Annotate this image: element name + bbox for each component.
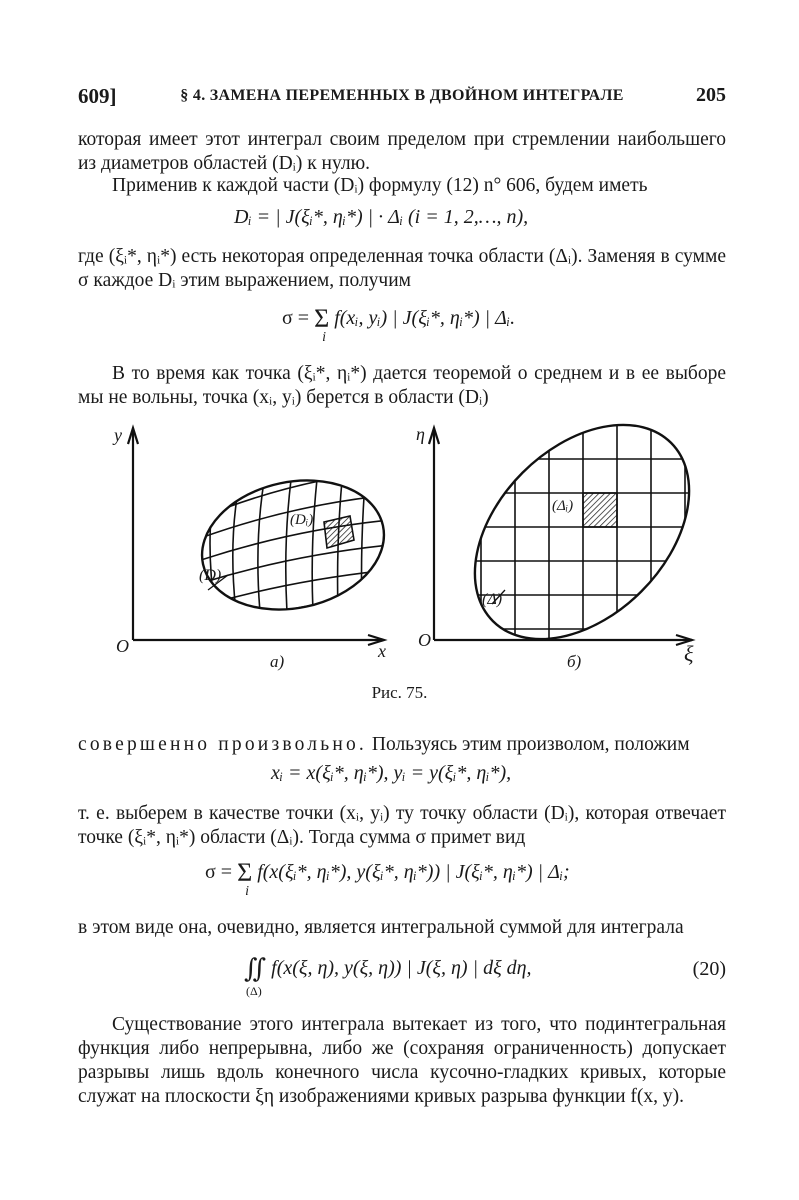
integral-domain: (Δ) — [246, 984, 262, 998]
subfigure-label-a: а) — [270, 652, 285, 671]
x-axis-label: x — [378, 641, 386, 661]
formula-5 — [244, 954, 532, 998]
double-integral-sign — [244, 954, 267, 998]
figure-caption: Рис. 75. — [371, 683, 428, 702]
region-D-outline — [190, 464, 396, 626]
integral-symbol: ∬ — [244, 954, 267, 983]
rectangular-grid — [440, 420, 700, 660]
sigma-symbol: Σ — [314, 304, 330, 333]
emphasized-text: совершенно произвольно. — [78, 734, 367, 755]
paragraph-4: В то время как точка (ξᵢ*, ηᵢ*) дается теоремой о среднем и в ее выборе мы не вольны, точка (xᵢ, yᵢ) берется в области (Dᵢ) — [78, 363, 726, 408]
running-title: § 4. ЗАМЕНА ПЕРЕМЕННЫХ В ДВОЙНОМ ИНТЕГРАЛЕ — [180, 87, 624, 104]
formula-4-lhs: σ = — [205, 861, 233, 883]
summation-sign-2 — [237, 858, 253, 899]
formula-1: Dᵢ = | J(ξᵢ*, ηᵢ*) | · Δᵢ (i = 1, 2,…, n), — [234, 206, 529, 228]
equation-number: (20) — [692, 958, 726, 980]
eta-axis-label: η — [416, 424, 425, 444]
paragraph-3: где (ξᵢ*, ηᵢ*) есть некоторая определенная точка области (Δᵢ). Заменяя в сумме σ каждое Dᵢ этим выражением, получим — [78, 246, 726, 291]
sigma-symbol-2: Σ — [237, 858, 253, 887]
subfigure-label-b: б) — [567, 652, 582, 671]
region-label-Delta: (Δ) — [482, 591, 503, 608]
origin-label-left: O — [116, 636, 129, 656]
paragraph-7: в этом виде она, очевидно, является интегральной суммой для интеграла — [78, 917, 684, 938]
region-Delta-outline — [434, 384, 731, 681]
page-number: 205 — [696, 84, 726, 106]
formula-2-rhs: f(xᵢ, yᵢ) | J(ξᵢ*, ηᵢ*) | Δᵢ. — [334, 307, 516, 329]
sum-index-2: i — [245, 884, 249, 899]
cell-label-Di: (Dᵢ) — [290, 512, 314, 528]
paragraph-6: т. е. выберем в качестве точки (xᵢ, yᵢ) ту точку области (Dᵢ), которая отвечает точке (ξᵢ*, ηᵢ*) области (Δᵢ). Тогда сумма σ примет вид — [78, 803, 726, 848]
right-axes — [429, 428, 692, 645]
formula-2-lhs: σ = — [282, 307, 310, 329]
paragraph-2: Применив к каждой части (Dᵢ) формулу (12) n° 606, будем иметь — [112, 175, 648, 196]
paragraph-5 — [78, 733, 726, 757]
paragraph-8: Существование этого интеграла вытекает из того, что подинтегральная функция либо непрерывна, либо же (сохраняя ограниченность) допускает разрывы лишь вдоль конечного числа кусочно-гладких кривых, которые служат на плоскости ξη изображениями кривых разрыва функции f(x, y). — [78, 1014, 726, 1107]
formula-5-body: f(x(ξ, η), y(ξ, η)) | J(ξ, η) | dξ dη, — [271, 957, 532, 979]
paragraph-5-rest: Пользуясь этим произволом, положим — [367, 734, 690, 755]
formula-4-rhs: f(x(ξᵢ*, ηᵢ*), y(ξᵢ*, ηᵢ*)) | J(ξᵢ*, ηᵢ*) | Δᵢ; — [257, 861, 570, 883]
region-label-D: (D) — [199, 567, 222, 584]
xi-axis-label: ξ — [684, 641, 694, 666]
formula-4 — [205, 858, 570, 899]
paragraph-1: которая имеет этот интеграл своим пределом при стремлении наибольшего из диаметров областей (Dᵢ) к нулю. — [78, 129, 726, 174]
origin-label-right: O — [418, 630, 431, 650]
y-axis-label: y — [114, 425, 122, 445]
cell-label-Deltai: (Δᵢ) — [552, 498, 574, 514]
sum-index: i — [322, 330, 326, 345]
section-number: 609] — [78, 84, 117, 108]
formula-3: xᵢ = x(ξᵢ*, ηᵢ*), yᵢ = y(ξᵢ*, ηᵢ*), — [271, 762, 512, 784]
